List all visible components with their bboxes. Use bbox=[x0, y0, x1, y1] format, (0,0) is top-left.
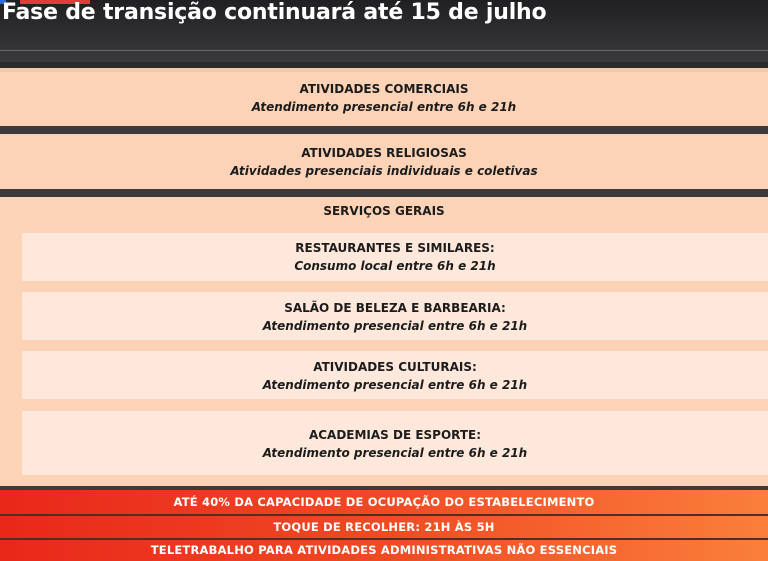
subpanel-description: Atendimento presencial entre 6h e 21h bbox=[262, 319, 528, 333]
subpanel-label: ACADEMIAS DE ESPORTE: bbox=[308, 428, 482, 442]
subpanel-label: ATIVIDADES CULTURAIS: bbox=[313, 360, 477, 374]
bar-capacidade: ATÉ 40% DA CAPACIDADE DE OCUPAÇÃO DO ESTABELECIMENTO bbox=[0, 490, 768, 514]
header-divider bbox=[0, 50, 768, 51]
bar-toque-recolher: TOQUE DE RECOLHER: 21H ÀS 5H bbox=[0, 516, 768, 538]
bar-teletrabalho: TELETRABALHO PARA ATIVIDADES ADMINISTRATIVAS NÃO ESSENCIAIS bbox=[0, 540, 768, 561]
section-divider bbox=[0, 189, 768, 197]
panel-label: SERVIÇOS GERAIS bbox=[323, 204, 445, 218]
panel-atividades-comerciais bbox=[0, 72, 768, 126]
panel-description: Atendimento presencial entre 6h e 21h bbox=[251, 100, 517, 114]
panel-description: Atividades presenciais individuais e coletivas bbox=[230, 164, 538, 178]
panel-label: ATIVIDADES COMERCIAIS bbox=[299, 82, 469, 96]
subpanel-academias bbox=[22, 411, 768, 475]
subpanel-description: Atendimento presencial entre 6h e 21h bbox=[262, 446, 528, 460]
panel-atividades-religiosas bbox=[0, 134, 768, 189]
subpanel-restaurantes bbox=[22, 233, 768, 281]
subpanel-description: Atendimento presencial entre 6h e 21h bbox=[262, 378, 528, 392]
subpanel-label: SALÃO DE BELEZA E BARBEARIA: bbox=[284, 301, 506, 315]
header bbox=[0, 0, 768, 62]
page-title: Fase de transição continuará até 15 de julho bbox=[2, 0, 547, 25]
panel-label: ATIVIDADES RELIGIOSAS bbox=[301, 146, 467, 160]
subpanel-label: RESTAURANTES E SIMILARES: bbox=[295, 241, 495, 255]
subpanel-atividades-culturais bbox=[22, 351, 768, 399]
section-divider bbox=[0, 126, 768, 134]
subpanel-description: Consumo local entre 6h e 21h bbox=[294, 259, 496, 273]
subpanel-salao-beleza bbox=[22, 292, 768, 340]
